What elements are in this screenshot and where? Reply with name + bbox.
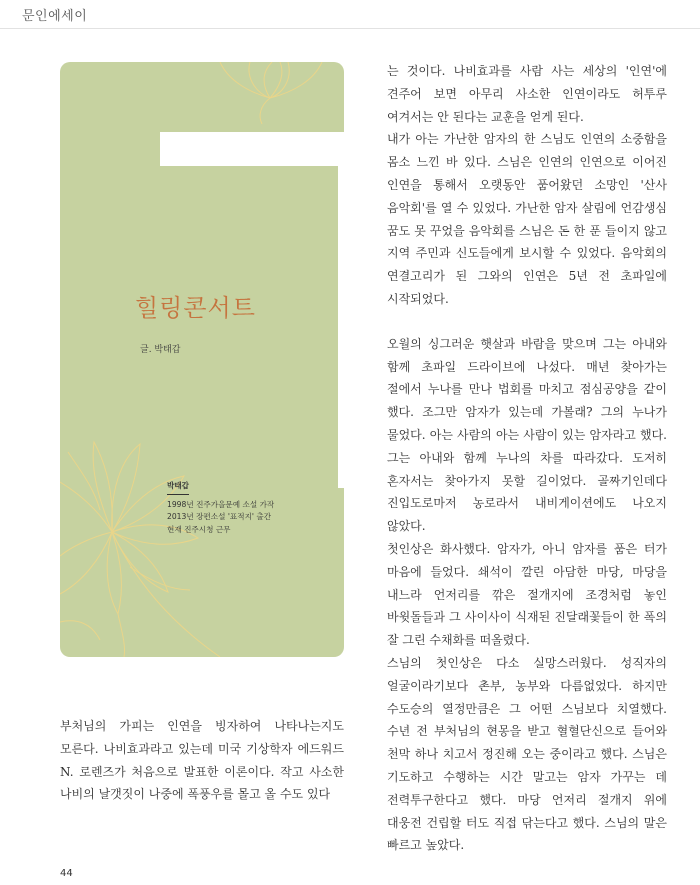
article-title: 힐링콘서트 — [135, 294, 256, 322]
paragraph: 스님의 첫인상은 다소 실망스러웠다. 성직자의 얼굴이라기보다 촌부, 농부와 다름없었다. 하지만 수도승의 열정만큼은 그 어떤 스님보다 치열했다. 수년 전 부처님의 현몽을 받고 혈혈단신으로 들어와 천막 하나 치고서 정진해 오는 중이라고 했다. 스님은 기도하고 수행하는 시간 말고는 암자 가꾸는 데 전력투구한다고 했다. 마당 언저리 절개지 위에 대웅전 건립할 터도 직접 닦는다고 했다. 스님의 말은 빠르고 높았다. — [387, 655, 667, 853]
paragraph: 내가 아는 가난한 암자의 한 스님도 인연의 소중함을 몸소 느낀 바 있다. 스님은 인연의 인연으로 이어진 인연을 통해서 오랫동안 품어왔던 소망인 '산사 음악회'를 열 수 있었다. 가난한 암자 살림에 언감생심 꿈도 못 꾸었을 음악회를 스님은 돈 한 푼 들이지 않고 지역 주민과 신도들에게 보시할 수 있었다. 음악회의 연결고리가 된 그와의 인연은 5년 전 초파일에 시작되었다. — [387, 132, 667, 306]
profile-line: 현재 진주시청 근무 — [167, 524, 231, 534]
right-column-text — [387, 60, 667, 857]
title-panel — [60, 62, 344, 657]
profile-line: 2013년 장편소설 '표적지' 출간 — [167, 512, 272, 521]
profile-line: 1998년 진주가을문예 소설 가작 — [167, 499, 275, 509]
paragraph: 는 것이다. 나비효과를 사람 사는 세상의 '인연'에 견주어 보면 아무리 사소한 인연이라도 허투루 여겨서는 안 된다는 교훈을 얻게 된다. — [387, 64, 667, 124]
author-name: 박태갑 — [167, 480, 189, 495]
section-header: 문인에세이 — [22, 9, 88, 24]
page-number: 44 — [60, 868, 73, 879]
header-divider — [0, 28, 700, 29]
flower-illustration — [60, 62, 344, 657]
left-column-text — [60, 715, 344, 806]
paragraph: 첫인상은 화사했다. 암자가, 아니 암자를 품은 터가 마음에 들었다. 쇄석이 깔린 아담한 마당, 마당을 내느라 언저리를 깎은 절개지에 조경처럼 놓인 바윗돌들과 그 사이사이 식재된 진달래꽃들이 한 폭의 잘 그린 수채화를 떠올렸다. — [387, 541, 667, 648]
author-profile — [167, 480, 274, 536]
paragraph: 부처님의 가피는 인연을 빙자하여 나타나는지도 모른다. 나비효과라고 있는데 미국 기상학자 에드워드 N. 로렌즈가 처음으로 발표한 이론이다. 작고 사소한 나비의 날갯짓이 나중에 폭풍우를 몰고 올 수도 있다 — [60, 719, 344, 802]
paragraph: 오월의 싱그러운 햇살과 바람을 맞으며 그는 아내와 함께 초파일 드라이브에 나섰다. 매년 찾아가는 절에서 누나를 만나 법회를 마치고 점심공양을 같이 했다. 조그만 암자가 있는데 가볼래? 그의 누나가 물었다. 아는 사람의 아는 사람이 있는 암자라고 했다. 그는 아내와 함께 누나의 차를 따라갔다. 도저히 혼자서는 찾아가지 못할 길이었다. 골짜기인데다 진입도로마저 농로라서 내비게이션에도 나오지 않았다. — [387, 336, 667, 534]
author-byline: 글. 박태갑 — [140, 345, 181, 355]
